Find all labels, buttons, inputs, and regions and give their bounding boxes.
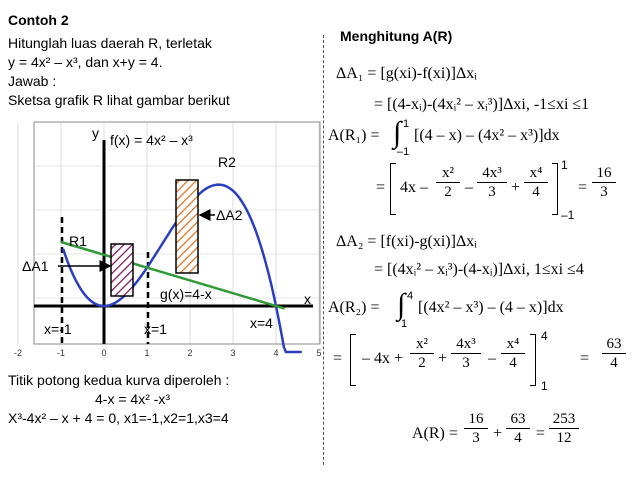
delta-a2-definition: ΔA₂ = [f(xi)-g(xi)]Δxᵢ <box>336 233 477 250</box>
ar2-frac-3: $\frac{\text{x⁴}}{4}$ <box>501 335 525 372</box>
right-title: Menghitung A(R) <box>340 28 453 44</box>
intersect-equation-1: 4-x = 4x² -x³ <box>95 391 171 407</box>
intersect-title: Titik potong kedua kurva diperoleh : <box>8 372 230 388</box>
ar1-bracket-right <box>552 163 558 215</box>
integral-2-lower: 1 <box>401 318 408 330</box>
ar1-frac-1: $\frac{\text{x²}}{2}$ <box>436 164 460 201</box>
ar1-op-3: + <box>511 179 521 196</box>
ar1-eq: = <box>376 179 386 196</box>
ar1-frac-2: $\frac{\text{4x³}}{3}$ <box>477 164 507 201</box>
ar1-result-eq: = <box>578 179 588 196</box>
ar1-result: $\frac{16}{3}$ <box>592 164 616 201</box>
ar2-upper-limit: 4 <box>541 329 548 343</box>
delta-a1-expansion: = [(4-xᵢ)-(4xᵢ² – xᵢ³)]Δxi, -1≤xi ≤1 <box>374 96 590 113</box>
label-x-1: x=1 <box>144 321 167 337</box>
ar1-bracket-left <box>390 163 396 215</box>
ar2-frac-1: $\frac{\text{x²}}{2}$ <box>410 335 434 372</box>
delta-a2-expansion: = [(4xᵢ² – xᵢ³)-(4-xᵢ)]Δxi, 1≤xi ≤4 <box>374 261 584 278</box>
rect-delta-a2 <box>176 180 198 273</box>
ar1-term-1: 4x – <box>400 179 428 196</box>
integral-2-upper: 4 <box>407 290 414 302</box>
x-tick-label: 1 <box>144 348 150 358</box>
delta-a1-definition: ΔA₁ = [g(xi)-f(xi)]Δxᵢ <box>336 65 477 82</box>
x-tick-label: 4 <box>273 348 279 358</box>
ar1-lhs: A(R₁) = <box>328 127 380 144</box>
example-title: Contoh 2 <box>8 12 69 28</box>
ar-total-frac-2: $\frac{63}{4}$ <box>506 410 530 447</box>
problem-line-2: y = 4x² – x³, dan x+y = 4. <box>8 54 163 70</box>
x-tick-label: 2 <box>187 348 193 358</box>
x-axis-label: x <box>304 291 311 307</box>
delta-a2-label: ΔA2 <box>216 207 243 223</box>
label-x-4: x=4 <box>250 315 273 331</box>
curve-label: f(x) = 4x² – x³ <box>110 132 193 148</box>
ar1-integrand: [(4 – x) – (4x² – x³)]dx <box>414 127 560 144</box>
integral-sign-2: ∫ <box>397 288 406 321</box>
column-divider <box>323 35 324 465</box>
ar2-term-1: – 4x + <box>362 350 404 367</box>
problem-line-1: Hitunglah luas daerah R, terletak <box>8 35 212 51</box>
integral-1-lower: –1 <box>397 146 410 158</box>
integral-sign-1: ∫ <box>393 116 402 149</box>
x-tick-label: -2 <box>13 348 23 358</box>
ar-total-op: + <box>493 425 503 442</box>
ar1-upper-limit: 1 <box>561 158 568 172</box>
x-tick-label: -1 <box>56 348 66 358</box>
ar2-result: $\frac{63}{4}$ <box>602 335 626 372</box>
ar1-frac-3: $\frac{\text{x⁴}}{4}$ <box>524 164 548 201</box>
ar1-lower-limit: –1 <box>561 208 575 222</box>
rect-delta-a1 <box>111 244 133 296</box>
problem-line-3: Jawab : <box>8 73 57 89</box>
graph <box>8 122 320 362</box>
ar-total-frac-1: $\frac{16}{3}$ <box>464 410 488 447</box>
x-tick-label: 3 <box>230 348 236 358</box>
ar2-lower-limit: 1 <box>541 379 548 393</box>
line-label: g(x)=4-x <box>160 286 212 302</box>
region-r1-label: R1 <box>69 233 87 249</box>
ar-total-result: $\frac{253}{12}$ <box>549 410 579 447</box>
ar2-op-2: + <box>438 350 448 367</box>
ar2-frac-2: $\frac{\text{4x³}}{3}$ <box>451 335 481 372</box>
ar2-integrand: [(4x² – x³) – (4 – x)]dx <box>418 299 564 316</box>
delta-a1-label: ΔA1 <box>22 258 49 274</box>
ar2-op-3: – <box>488 350 496 367</box>
ar2-bracket-right <box>530 334 536 386</box>
ar-total-eq: = <box>536 425 546 442</box>
intersect-equation-2: X³-4x² – x + 4 = 0, x1=-1,x2=1,x3=4 <box>8 410 229 426</box>
ar2-eq: = <box>333 350 343 367</box>
problem-line-4: Sketsa grafik R lihat gambar berikut <box>8 92 230 108</box>
region-r2-label: R2 <box>218 154 236 170</box>
ar1-op-2: – <box>465 179 473 196</box>
label-x-minus-1: x=-1 <box>44 321 72 337</box>
ar2-result-eq: = <box>580 350 590 367</box>
ar2-bracket-left <box>350 334 356 386</box>
x-tick-label: 0 <box>101 348 107 358</box>
y-axis-label: y <box>92 125 99 141</box>
ar-total-lhs: A(R) = <box>412 425 458 442</box>
integral-1-upper: 1 <box>403 118 410 130</box>
ar2-lhs: A(R₂) = <box>328 299 380 316</box>
x-tick-label: 5 <box>316 348 322 358</box>
